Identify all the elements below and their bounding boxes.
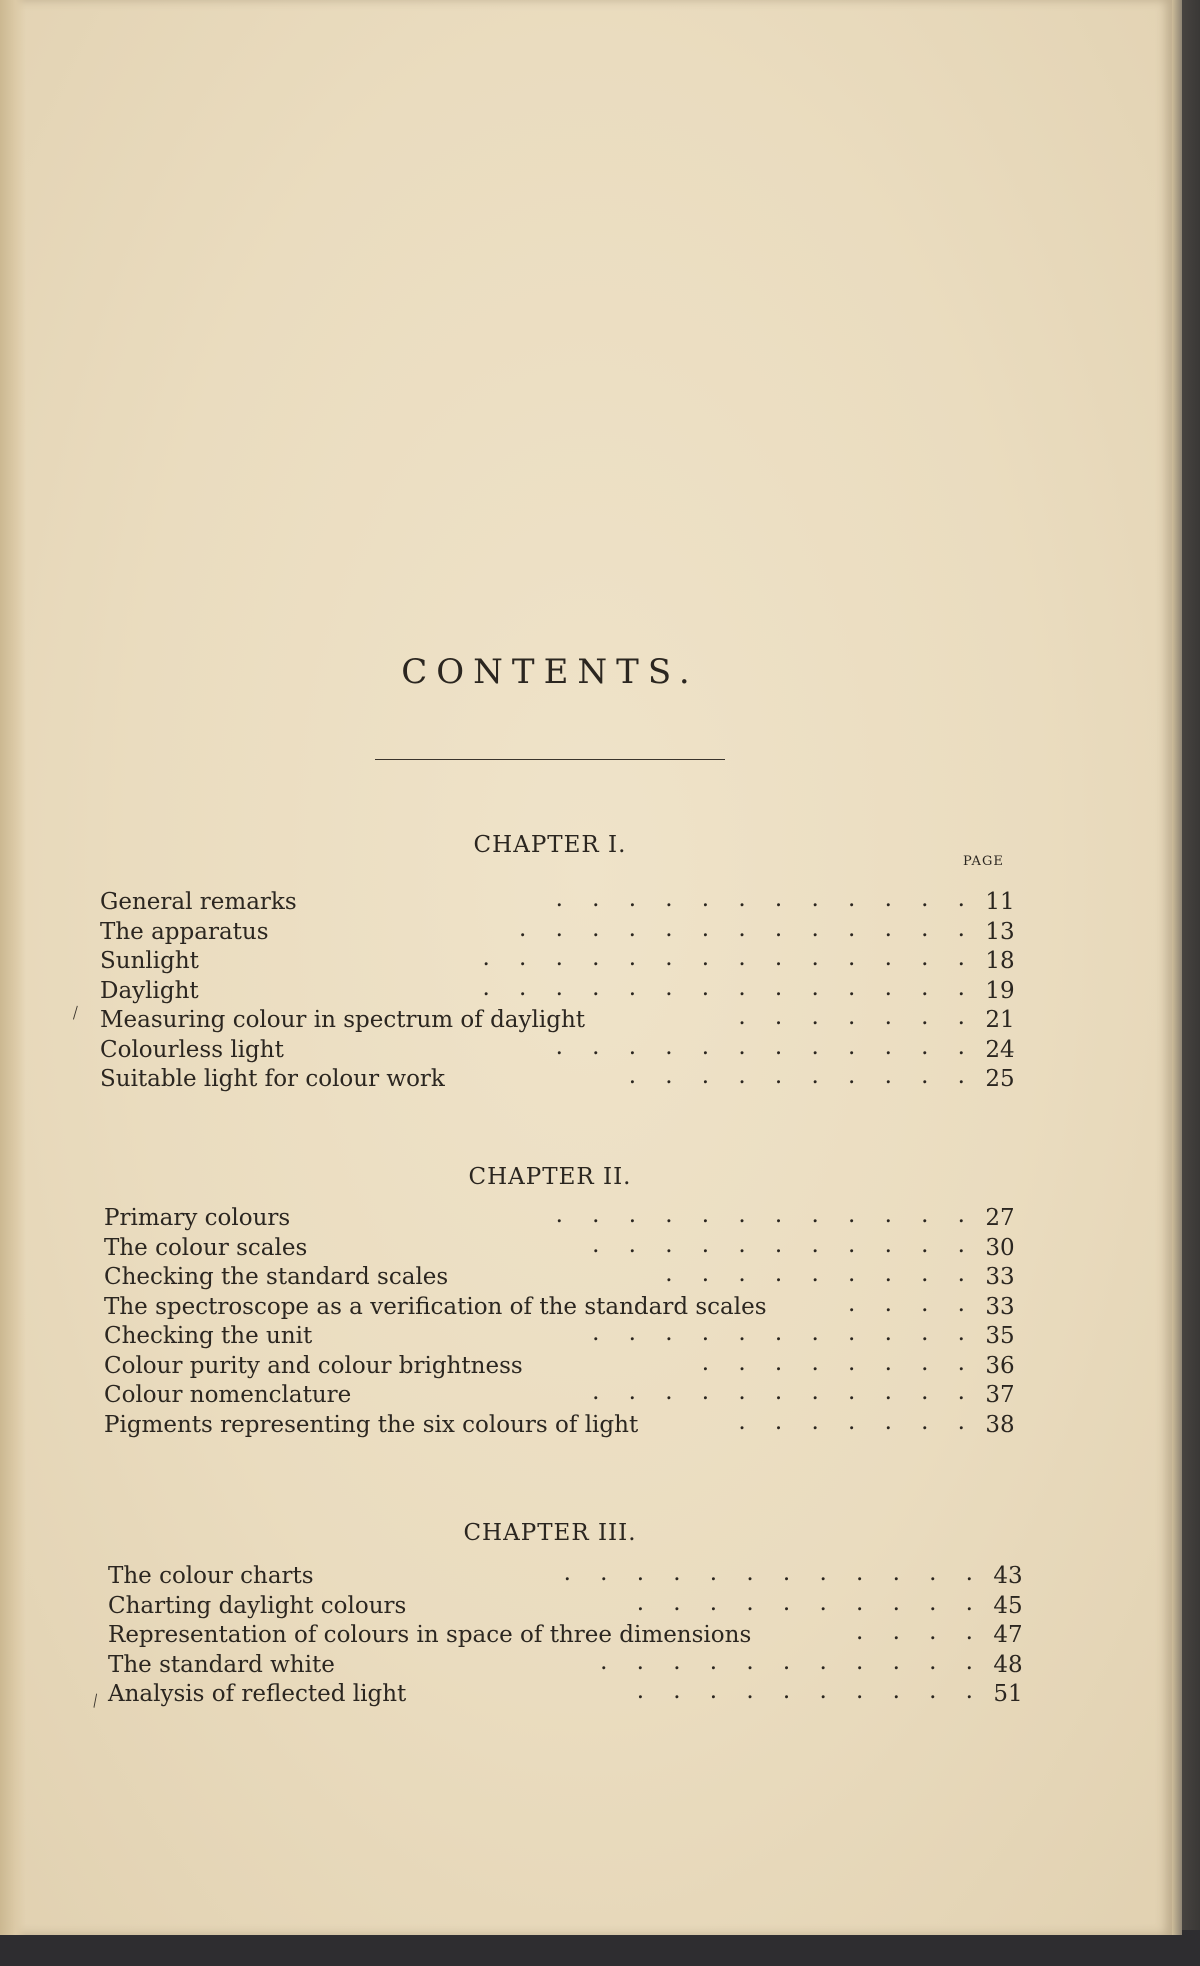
- entry-title: Measuring colour in spectrum of daylight: [100, 1007, 585, 1033]
- entry-title: Analysis of reflected light: [108, 1681, 407, 1707]
- chapter-heading: CHAPTER II.: [468, 1164, 632, 1190]
- entry-title: Representation of colours in space of three dimensions: [108, 1622, 752, 1648]
- chapter-1-list: [100, 888, 1020, 1095]
- toc-entry[interactable]: [104, 1381, 1020, 1411]
- entry-title: The apparatus: [100, 918, 269, 945]
- entry-title: Daylight: [100, 977, 199, 1004]
- page-edge: [1172, 0, 1182, 1935]
- dot-leader: . . . . . . . . . . .: [600, 1648, 973, 1675]
- entry-page: 24: [985, 1036, 1015, 1063]
- dot-leader: . . . . . . . . . . .: [592, 1379, 965, 1405]
- dot-leader: . . . . . . . . . .: [628, 1063, 965, 1089]
- entry-title: Colourless light: [100, 1036, 284, 1063]
- dot-leader: . . . . . . . . . .: [636, 1589, 973, 1616]
- toc-entry[interactable]: [100, 974, 1020, 1007]
- dot-leader: . . . . . . . . . . . .: [555, 1202, 965, 1228]
- entry-title: Primary colours: [104, 1205, 291, 1231]
- toc-entry[interactable]: [100, 888, 1020, 918]
- pencil-tick-mark: \: [66, 1002, 84, 1024]
- entry-title: Checking the unit: [104, 1323, 313, 1349]
- entry-title: Colour purity and colour brightness: [104, 1352, 523, 1379]
- toc-entry[interactable]: [108, 1589, 1028, 1622]
- dot-leader: . . . . . . .: [738, 1004, 965, 1030]
- chapter-3-list: [108, 1562, 1028, 1710]
- entry-title: The standard white: [108, 1651, 335, 1678]
- dot-leader: . . . . . . . .: [701, 1349, 965, 1376]
- toc-entry[interactable]: [108, 1621, 1028, 1651]
- entry-page: 27: [985, 1205, 1015, 1231]
- dot-leader: . . . . . . . . . . . . . .: [482, 974, 965, 1001]
- entry-title: Sunlight: [100, 948, 199, 974]
- toc-entry[interactable]: [100, 1033, 1020, 1066]
- entry-page: 38: [985, 1411, 1015, 1438]
- entry-title: Checking the standard scales: [104, 1264, 449, 1290]
- entry-page: 21: [985, 1007, 1015, 1033]
- dot-leader: . . . . . . . . . . .: [592, 1231, 965, 1258]
- dot-leader: . . . . . . . . . .: [636, 1678, 973, 1704]
- toc-entry[interactable]: [100, 915, 1020, 948]
- entry-title: General remarks: [100, 889, 297, 915]
- entry-page: 33: [985, 1293, 1015, 1320]
- toc-entry[interactable]: [108, 1680, 1028, 1710]
- entry-page: 33: [985, 1264, 1015, 1290]
- toc-entry[interactable]: [104, 1204, 1020, 1234]
- toc-entry[interactable]: [104, 1231, 1020, 1264]
- entry-page: 51: [993, 1681, 1023, 1707]
- pencil-tick-mark: \: [87, 1690, 103, 1712]
- chapter-heading: CHAPTER III.: [463, 1520, 637, 1546]
- entry-page: 43: [993, 1563, 1023, 1589]
- toc-entry[interactable]: [100, 1065, 1020, 1095]
- page-gutter: [0, 0, 26, 1935]
- dot-leader: . . . . . . . . . . . . .: [519, 915, 965, 942]
- dot-leader: . . . . . . . . . . . .: [555, 1033, 965, 1060]
- toc-entry[interactable]: [104, 1408, 1020, 1441]
- dot-leader: . . . .: [848, 1290, 965, 1317]
- toc-entry[interactable]: [104, 1322, 1020, 1352]
- entry-page: 48: [993, 1651, 1023, 1678]
- entry-title: The colour scales: [104, 1234, 308, 1261]
- entry-page: 19: [985, 977, 1015, 1004]
- entry-title: Suitable light for colour work: [100, 1066, 445, 1092]
- dot-leader: . . . . . . . . . . . . . .: [482, 945, 965, 971]
- entry-page: 36: [985, 1352, 1015, 1379]
- entry-page: 35: [985, 1323, 1015, 1349]
- dot-leader: . . . . . . . . . . . .: [555, 886, 965, 912]
- toc-entry[interactable]: [104, 1263, 1020, 1293]
- entry-page: 18: [985, 948, 1015, 974]
- entry-page: 25: [985, 1066, 1015, 1092]
- page-title: CONTENTS.: [401, 652, 699, 692]
- dot-leader: . . . . . . . . .: [665, 1261, 965, 1287]
- chapter-heading: CHAPTER I.: [473, 832, 627, 858]
- toc-entry[interactable]: [100, 947, 1020, 977]
- dot-leader: . . . .: [856, 1619, 973, 1645]
- entry-page: 47: [993, 1622, 1023, 1648]
- toc-entry[interactable]: [104, 1349, 1020, 1382]
- entry-title: Pigments representing the six colours of light: [104, 1411, 639, 1438]
- title-rule: [375, 759, 725, 760]
- entry-page: 11: [985, 889, 1015, 915]
- entry-title: The spectroscope as a verification of the standard scales: [104, 1293, 767, 1320]
- entry-page: 30: [985, 1234, 1015, 1261]
- dot-leader: . . . . . . . . . . .: [592, 1320, 965, 1346]
- toc-entry[interactable]: [104, 1290, 1020, 1323]
- toc-entry[interactable]: [100, 1006, 1020, 1036]
- toc-entry[interactable]: [108, 1562, 1028, 1592]
- dot-leader: . . . . . . . . . . . .: [563, 1560, 973, 1586]
- entry-title: Charting daylight colours: [108, 1592, 407, 1619]
- page-column-label: PAGE: [963, 854, 1004, 869]
- cover-bottom-edge: [0, 1930, 1200, 1966]
- entry-page: 13: [985, 918, 1015, 945]
- entry-title: Colour nomenclature: [104, 1382, 352, 1408]
- entry-page: 45: [993, 1592, 1023, 1619]
- entry-title: The colour charts: [108, 1563, 314, 1589]
- toc-entry[interactable]: [108, 1648, 1028, 1681]
- chapter-2-list: [104, 1204, 1020, 1440]
- dot-leader: . . . . . . .: [738, 1408, 965, 1435]
- entry-page: 37: [985, 1382, 1015, 1408]
